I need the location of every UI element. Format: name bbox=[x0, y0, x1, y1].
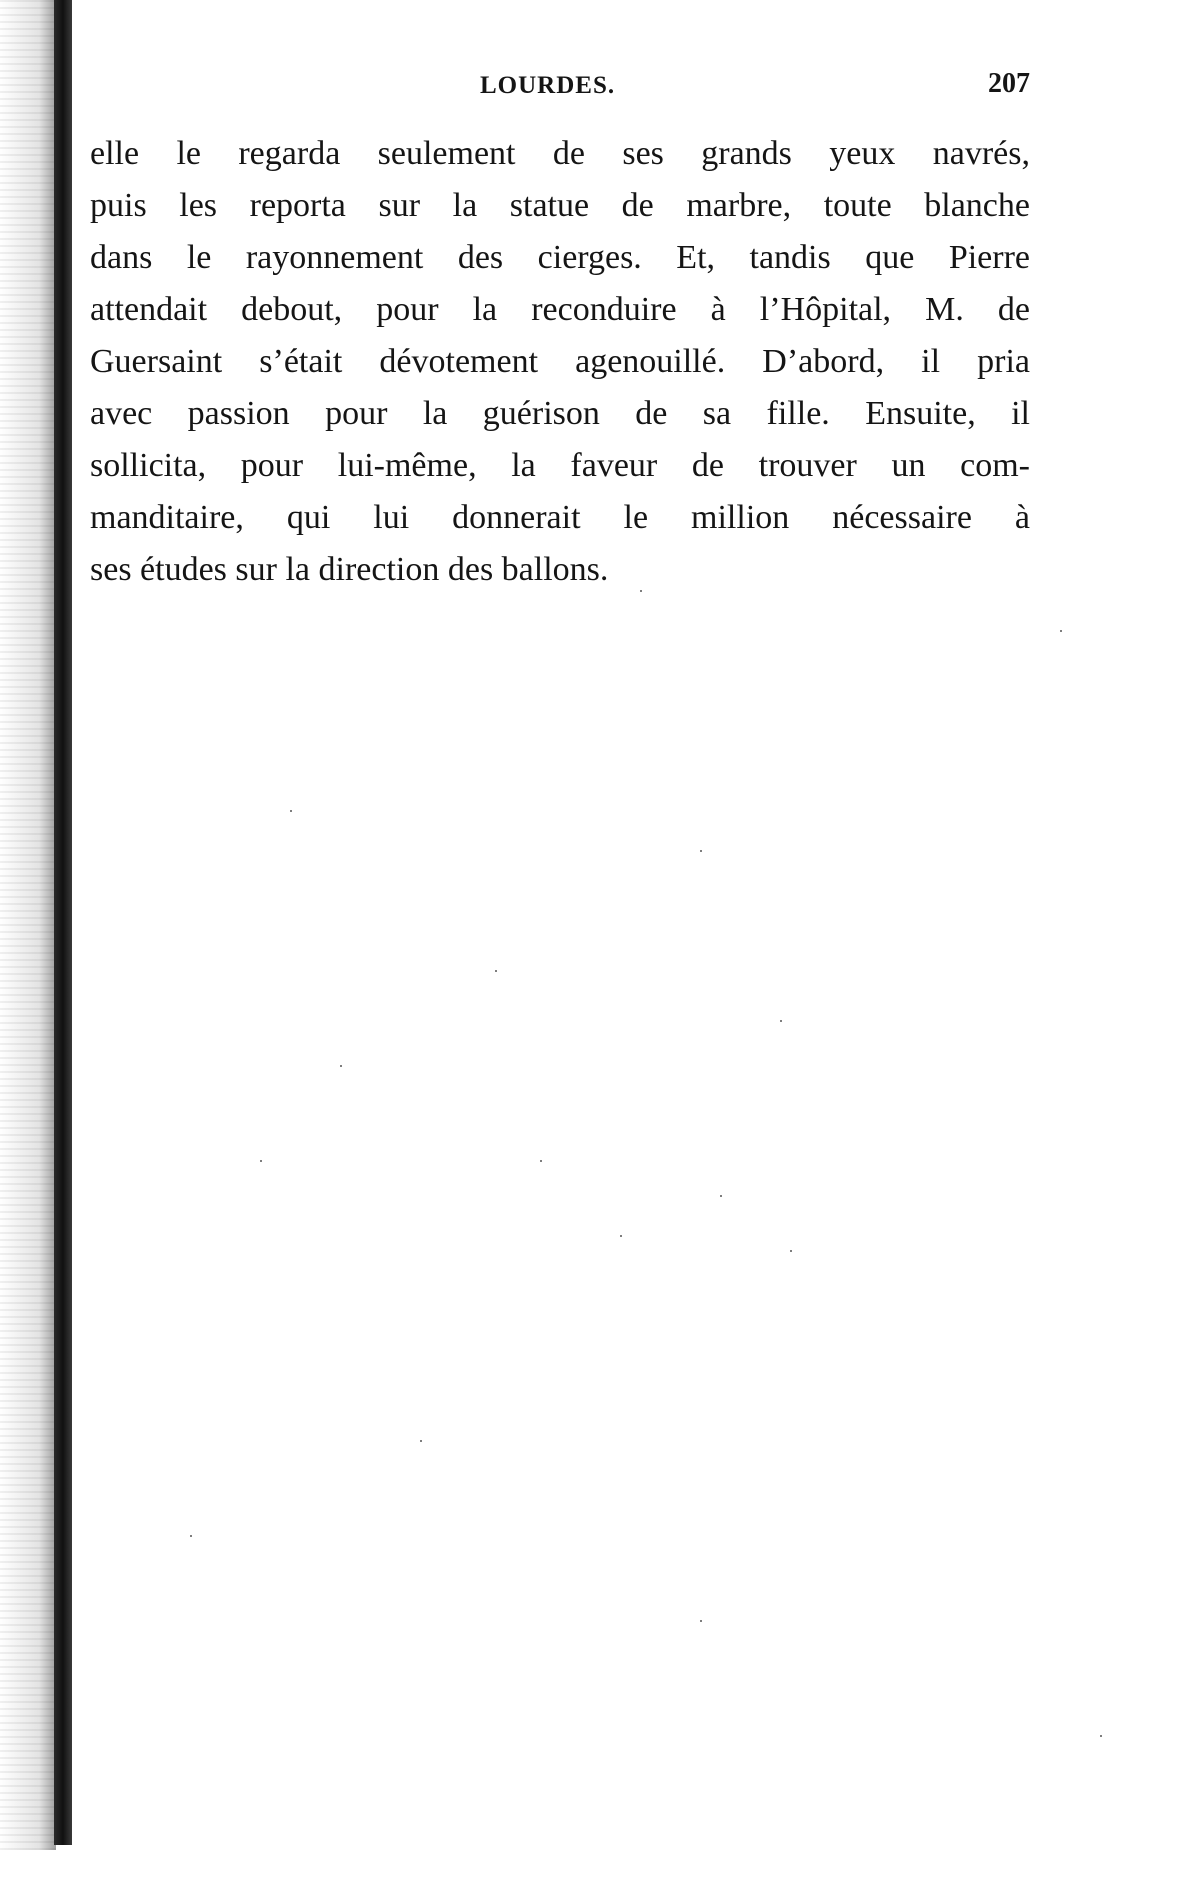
gutter-shadow bbox=[0, 0, 56, 1850]
text-line: attendait debout, pour la reconduire à l’Hôpital, M. de bbox=[90, 291, 1030, 328]
running-head bbox=[90, 68, 1030, 112]
running-head-title: LOURDES. bbox=[480, 72, 616, 99]
text-line: elle le regarda seulement de ses grands yeux navrés, bbox=[90, 135, 1030, 172]
binding-edge bbox=[54, 0, 72, 1845]
page-number: 207 bbox=[988, 68, 1030, 99]
text-line: sollicita, pour lui-même, la faveur de trouver un com- bbox=[90, 447, 1030, 484]
text-line: avec passion pour la guérison de sa fille. Ensuite, il bbox=[90, 395, 1030, 432]
text-line: ses études sur la direction des ballons. bbox=[90, 551, 609, 588]
text-line: dans le rayonnement des cierges. Et, tandis que Pierre bbox=[90, 239, 1030, 276]
text-line: Guersaint s’était dévotement agenouillé. D’abord, il pria bbox=[90, 343, 1030, 380]
binding-gutter bbox=[0, 0, 78, 1850]
text-line: manditaire, qui lui donnerait le million nécessaire à bbox=[90, 499, 1030, 536]
body-paragraph bbox=[90, 128, 1030, 596]
text-line: puis les reporta sur la statue de marbre, toute blanche bbox=[90, 187, 1030, 224]
